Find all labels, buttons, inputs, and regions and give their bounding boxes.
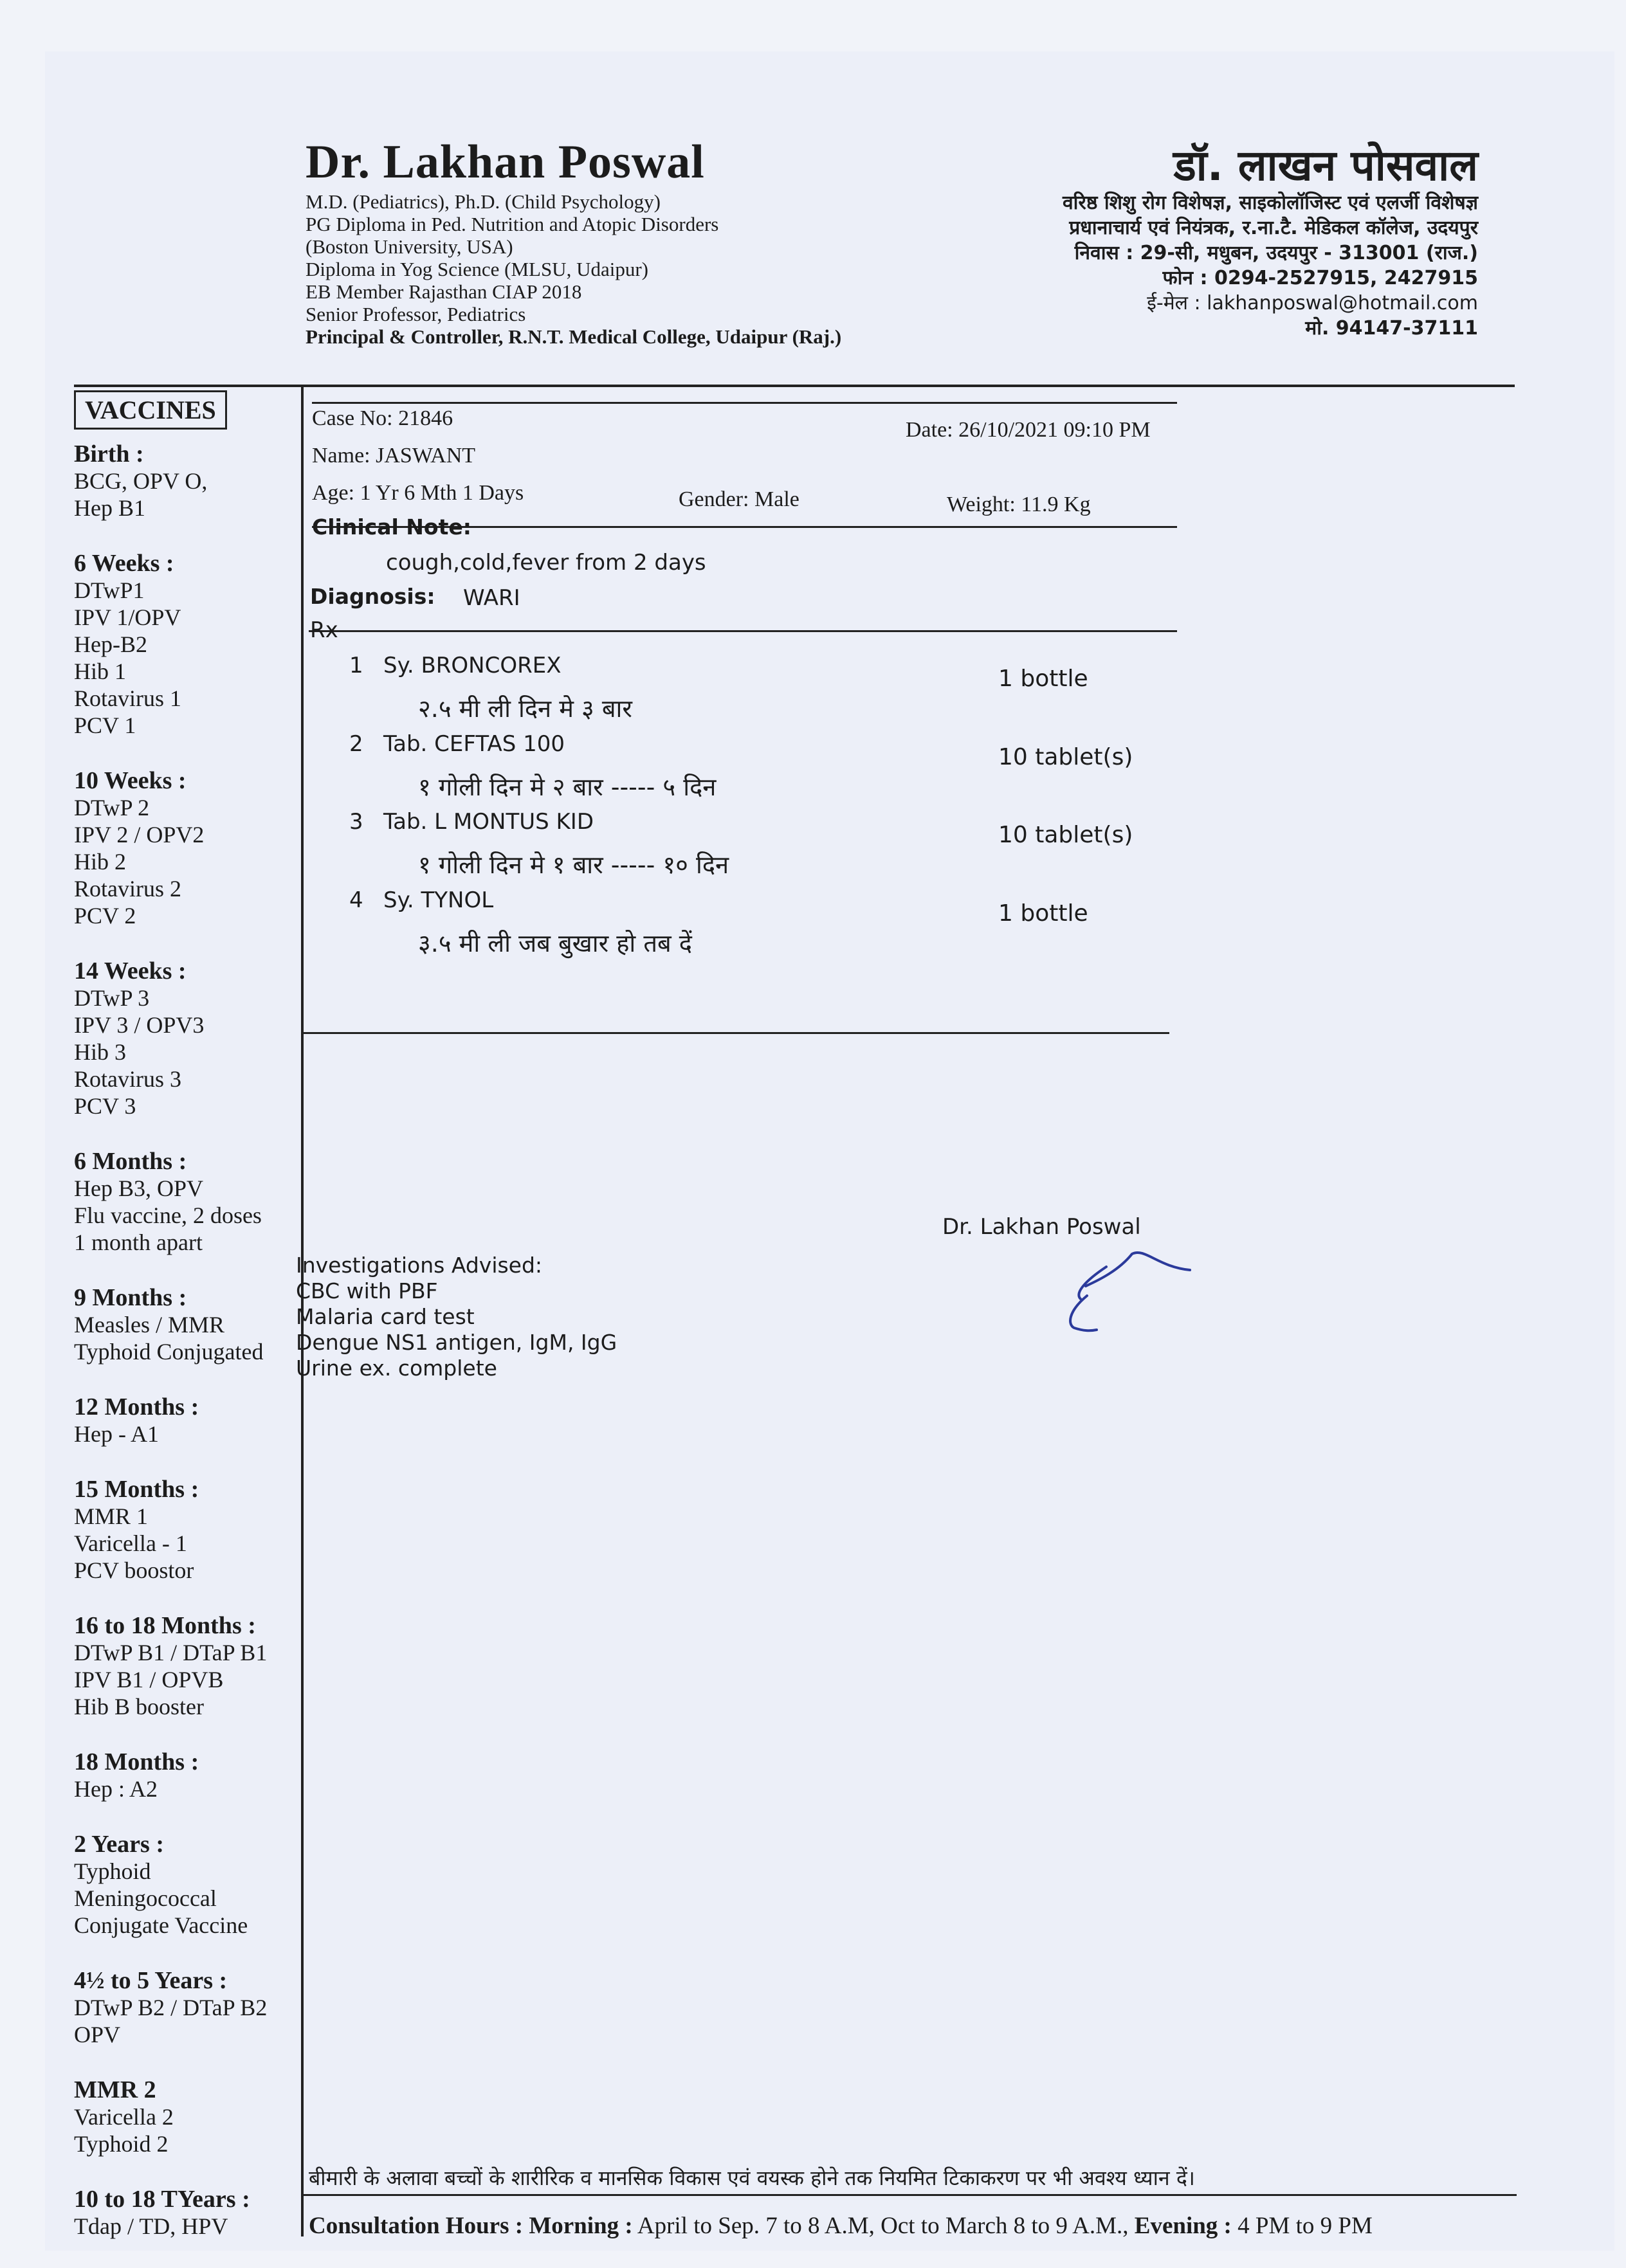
vaccine-group-heading: 2 Years : [74,1831,164,1858]
vaccine-group [74,440,293,522]
rx-label: Rx [310,617,338,643]
vaccine-item: Conjugate Vaccine [74,1912,248,1938]
hindi-address: निवास : 29-सी, मधुबन, उदयपुर - 313001 (राज.) [1074,242,1478,264]
hindi-title-line: वरिष्ठ शिशु रोग विशेषज्ञ, साइकोलॉजिस्ट एवं एलर्जी विशेषज्ञ [1063,192,1478,214]
vaccine-item: Meningococcal [74,1885,217,1911]
rx-quantity: 10 tablet(s) [998,744,1133,770]
vaccine-item: OPV [74,2022,121,2047]
vaccine-group [74,1748,293,1802]
investigation-item: Dengue NS1 antigen, IgM, IgG [296,1330,617,1355]
patient-weight: Weight: 11.9 Kg [947,493,1091,516]
vaccine-item: DTwP 2 [74,795,150,821]
doctor-name-hindi: डॉ. लाखन पोसवाल [1173,141,1478,190]
patient-age: Age: 1 Yr 6 Mth 1 Days [312,481,524,505]
investigations-block [296,1253,617,1381]
rx-quantity: 10 tablet(s) [998,822,1133,848]
vaccine-item: DTwP B2 / DTaP B2 [74,1995,268,2020]
vaccine-item: DTwP B1 / DTaP B1 [74,1640,268,1665]
qualifications [306,190,841,348]
vaccine-item: PCV 2 [74,903,136,929]
vaccine-item: PCV boostor [74,1557,194,1583]
vaccine-group-heading: 18 Months : [74,1748,199,1775]
rx-instructions: ३.५ मी ली जब बुखार हो तब दें [418,929,692,957]
vaccine-item: Hib 1 [74,658,126,684]
rx-instructions: १ गोली दिन मे १ बार ----- १० दिन [418,851,729,879]
principal-line: Principal & Controller, R.N.T. Medical College, Udaipur (Raj.) [306,325,842,348]
header-divider [74,385,1515,387]
footer-rule [301,2194,1517,2196]
morning-label: Morning : [529,2213,633,2239]
vaccine-item: Hep-B2 [74,631,147,657]
rx-drug-name: Sy. BRONCOREX [383,653,562,678]
vaccine-group-heading: 6 Weeks : [74,550,174,577]
vaccine-group-heading: 12 Months : [74,1393,199,1420]
hindi-contact-block [1063,190,1478,341]
vaccine-item: IPV 2 / OPV2 [74,822,205,848]
vaccine-item: PCV 3 [74,1093,136,1119]
rx-number: 2 [349,731,363,757]
qualification-line: Diploma in Yog Science (MLSU, Udaipur) [306,258,648,280]
evening-hours: 4 PM to 9 PM [1238,2213,1373,2239]
vaccine-group-heading: 9 Months : [74,1284,187,1311]
qualification-line: M.D. (Pediatrics), Ph.D. (Child Psychology) [306,190,661,213]
vaccine-group [74,1476,293,1584]
vaccine-group [74,957,293,1120]
patient-top-rule [312,402,1177,404]
vaccine-group-heading: MMR 2 [74,2076,156,2103]
vaccine-item: Rotavirus 3 [74,1066,181,1092]
vaccine-group-heading: 10 Weeks : [74,767,187,794]
evening-label: Evening : [1134,2213,1232,2239]
vaccine-item: IPV B1 / OPVB [74,1667,224,1692]
investigation-item: CBC with PBF [296,1278,438,1303]
rx-drug-name: Tab. CEFTAS 100 [383,731,565,757]
vaccine-group-heading: 10 to 18 TYears : [74,2186,250,2213]
vaccine-group [74,1612,293,1720]
vaccine-item: 1 month apart [74,1229,203,1255]
clinical-note: cough,cold,fever from 2 days [386,550,706,576]
vaccine-group-heading: 14 Weeks : [74,957,187,984]
hindi-college-line: प्रधानाचार्य एवं नियंत्रक, र.ना.टै. मेडिकल कॉलेज, उदयपुर [1069,217,1478,239]
vaccine-group [74,1393,293,1447]
vaccine-group [74,1831,293,1939]
diagnosis-value: WARI [463,585,520,611]
vaccine-group [74,550,293,739]
visit-date: Date: 26/10/2021 09:10 PM [906,418,1151,442]
patient-name: Name: JASWANT [312,444,476,467]
vaccines-title: VACCINES [74,390,227,430]
email: ई-मेल : lakhanposwal@hotmail.com [1147,292,1478,314]
patient-gender: Gender: Male [679,487,799,511]
vaccine-item: IPV 3 / OPV3 [74,1012,205,1038]
rx-quantity: 1 bottle [998,900,1088,927]
vaccine-group [74,1967,293,2048]
hindi-phone: फोन : 0294-2527915, 2427915 [1162,267,1478,289]
rx-instructions: १ गोली दिन मे २ बार ----- ५ दिन [418,773,717,801]
vaccine-item: Hep - A1 [74,1421,159,1447]
morning-hours: April to Sep. 7 to 8 A.M, Oct to March 8 to 9 A.M., [637,2213,1129,2239]
rx-number: 4 [349,887,363,913]
doctor-name: Dr. Lakhan Poswal [306,136,705,188]
rx-instructions: २.५ मी ली दिन मे ३ बार [418,694,632,723]
vaccine-item: Hib 2 [74,849,126,875]
qualification-line: Senior Professor, Pediatrics [306,303,526,325]
vaccine-group [74,2186,293,2240]
vaccine-group-heading: 6 Months : [74,1148,187,1175]
vaccine-group [74,1284,293,1365]
rx-drug-name: Tab. L MONTUS KID [383,809,594,835]
rx-rule [309,630,1177,632]
vaccine-item: Varicella 2 [74,2104,174,2130]
vaccine-item: Hep B3, OPV [74,1175,204,1201]
signature-name: Dr. Lakhan Poswal [942,1214,1141,1240]
investigations-label: Investigations Advised: [296,1253,543,1278]
vaccine-item: Hib 3 [74,1039,126,1065]
vaccine-item: Measles / MMR [74,1312,224,1338]
vaccine-item: PCV 1 [74,712,136,738]
mobile: मो. 94147-37111 [1305,317,1478,340]
investigation-item: Malaria card test [296,1304,475,1329]
qualification-line: (Boston University, USA) [306,235,513,258]
vaccine-group [74,2076,293,2157]
vaccine-item: Hep : A2 [74,1776,158,1802]
signature [1061,1247,1203,1338]
vaccine-item: Hib B booster [74,1694,204,1719]
rx-number: 1 [349,653,363,678]
rx-drug-name: Sy. TYNOL [383,887,494,913]
vaccine-schedule-list [74,440,293,2268]
vaccine-item: MMR 1 [74,1503,149,1529]
vaccine-item: Rotavirus 1 [74,685,181,711]
vaccine-item: Varicella - 1 [74,1530,187,1556]
investigation-item: Urine ex. complete [296,1356,497,1381]
vaccine-item: Typhoid Conjugated [74,1339,264,1365]
vaccine-item: Hep B1 [74,495,145,521]
vaccine-group-heading: 4½ to 5 Years : [74,1967,228,1994]
rx-quantity: 1 bottle [998,666,1088,692]
consultation-hours [309,2212,1373,2240]
vaccine-item: IPV 1/OPV [74,604,181,630]
rx-number: 3 [349,809,363,835]
vaccine-item: Rotavirus 2 [74,876,181,902]
vaccine-group-heading: 15 Months : [74,1476,199,1503]
vaccine-item: BCG, OPV O, [74,468,208,494]
rx-end-rule [301,1032,1169,1034]
qualification-line: EB Member Rajasthan CIAP 2018 [306,280,582,303]
vaccine-group-heading: Birth : [74,440,144,467]
vaccine-group [74,767,293,929]
qualification-line: PG Diploma in Ped. Nutrition and Atopic Disorders [306,213,719,235]
hours-label: Consultation Hours : [309,2213,524,2239]
clinical-note-label: Clinical Note: [312,514,471,540]
vaccine-group-heading: 16 to 18 Months : [74,1612,256,1639]
diagnosis-label: Diagnosis: [310,584,435,609]
vaccine-item: Typhoid [74,1858,151,1884]
vaccine-item: DTwP1 [74,577,145,603]
vaccine-item: Typhoid 2 [74,2131,169,2157]
case-number: Case No: 21846 [312,406,453,430]
vaccine-item: Flu vaccine, 2 doses [74,1202,262,1228]
vaccine-item: DTwP 3 [74,985,150,1011]
footer-hindi-note: बीमारी के अलावा बच्चों के शारीरिक व मानसिक विकास एवं वयस्क होने तक नियमित टिकाकरण पर भी अवश्य ध्यान दें। [309,2166,1195,2190]
vaccine-item: Tdap / TD, HPV [74,2213,228,2239]
vaccine-group [74,1148,293,1256]
